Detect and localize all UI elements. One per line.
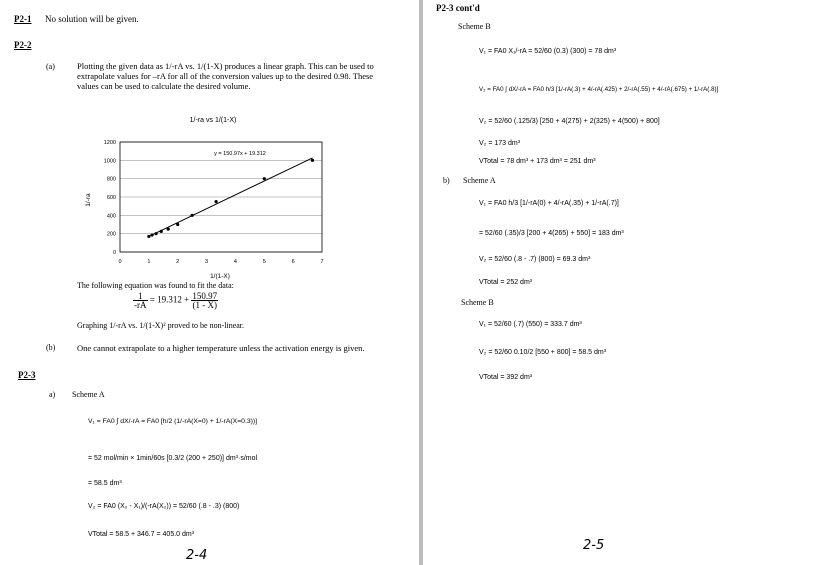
eq-d-vtotal: VTotal = 392 dm³ bbox=[479, 374, 533, 381]
eq-d-v1: V₁ = 52/60 (.7) (550) = 333.7 dm³ bbox=[479, 321, 582, 328]
p2-3-label: P2-3 bbox=[18, 370, 36, 380]
data-point-8 bbox=[263, 177, 266, 180]
p2-1-text: No solution will be given. bbox=[45, 14, 139, 24]
scheme-a-title: Scheme A bbox=[463, 176, 496, 185]
page-number: 2-5 bbox=[583, 538, 605, 553]
scheme-a-label: a) bbox=[49, 390, 56, 399]
x-tick-label-1: 1 bbox=[147, 259, 151, 265]
data-point-9 bbox=[311, 159, 314, 162]
fit-rhs-num: 150.97 bbox=[192, 291, 218, 301]
eq-c-vtotal: VTotal = 252 dm³ bbox=[479, 279, 533, 286]
data-point-6 bbox=[191, 214, 194, 217]
data-point-0 bbox=[147, 235, 150, 238]
scheme-a-title: Scheme A bbox=[72, 390, 105, 399]
x-tick-label-5: 5 bbox=[262, 259, 266, 265]
eq-b-vtotal: VTotal = 78 dm³ + 173 dm³ = 251 dm³ bbox=[479, 158, 596, 165]
fit-equation bbox=[133, 292, 218, 309]
y-tick-label-0: 0 bbox=[112, 250, 116, 256]
x-tick-label-7: 7 bbox=[320, 259, 324, 265]
eq-b-v2-numeric: V₂ = 52/60 (.125/3) [250 + 4(275) + 2(325) + 4(500) + 800] bbox=[479, 118, 660, 125]
data-point-4 bbox=[167, 227, 170, 230]
x-tick-label-6: 6 bbox=[291, 259, 295, 265]
eq-c-v2: V₂ = 52/60 (.8 - .7) (800) = 69.3 dm³ bbox=[479, 256, 591, 263]
eq-v2: V₂ = FA0 (X₂ - X₁)/(-rA(X₂)) = 52/60 (.8 - .3) (800) bbox=[88, 503, 240, 510]
fit-mid: = 19.312 + bbox=[149, 294, 190, 305]
data-point-5 bbox=[176, 223, 179, 226]
y-tick-label-1: 200 bbox=[106, 231, 116, 238]
part-a-label: (a) bbox=[46, 62, 55, 71]
data-point-3 bbox=[160, 230, 163, 233]
chart-title: 1/-ra vs 1/(1-X) bbox=[189, 117, 237, 124]
trendline-label: y = 150.97x + 19.312 bbox=[214, 151, 266, 157]
part-b-text: One cannot extrapolate to a higher temperature unless the activation energy is given. bbox=[77, 343, 365, 353]
eq-d-v2: V₂ = 52/60 0.10/2 [550 + 800] = 58.5 dm³ bbox=[479, 349, 607, 356]
y-tick-label-6: 1200 bbox=[103, 140, 116, 146]
part-a-text: Plotting the given data as 1/-rA vs. 1/(1-X) produces a linear graph. This can be used to extrapolate values for –rA for all of the conversion values up to the desired 0.98. These values can be used to calculate the desired volume. bbox=[77, 61, 374, 91]
p2-1-label: P2-1 bbox=[14, 14, 32, 24]
header: P2-3 cont'd bbox=[436, 3, 480, 13]
y-tick-label-5: 1000 bbox=[103, 158, 116, 165]
x-tick-label-2: 2 bbox=[176, 259, 180, 265]
page-number: 2-4 bbox=[186, 548, 208, 563]
data-point-2 bbox=[154, 232, 157, 235]
y-tick-label-3: 600 bbox=[106, 195, 116, 201]
eq-v1-result: = 58.5 dm³ bbox=[88, 480, 122, 487]
chart bbox=[80, 110, 340, 282]
fit-lhs-num: 1 bbox=[133, 292, 148, 301]
eq-vtotal: VTotal = 58.5 + 346.7 = 405.0 dm³ bbox=[88, 531, 195, 538]
eq-c-v1-numeric: = 52/60 (.35)/3 [200 + 4(265) + 550] = 183 dm³ bbox=[479, 230, 624, 237]
eq-b-v2-result: V₂ = 173 dm³ bbox=[479, 140, 521, 147]
eq-v1: V₁ = FA0 ∫ dX/-rA = FA0 [h/2 (1/-rA(X=0) + 1/-rA(X=0.3))] bbox=[88, 418, 258, 425]
nonlinear-text: Graphing 1/-rA vs. 1/(1-X)² proved to be non-linear. bbox=[77, 321, 245, 330]
scheme-b2-title: Scheme B bbox=[461, 298, 494, 307]
part-b-label: (b) bbox=[46, 343, 56, 352]
right-page bbox=[423, 0, 822, 565]
part-b-label: b) bbox=[443, 176, 450, 185]
eq-b-v1: V₁ = FA0 X₁/-rA = 52/60 (0.3) (300) = 78 dm³ bbox=[479, 48, 617, 55]
eq-c-v1: V₁ = FA0 h/3 [1/-rA(0) + 4/-rA(.35) + 1/-rA(.7)] bbox=[479, 200, 619, 207]
data-points bbox=[147, 159, 314, 238]
fit-text: The following equation was found to fit the data: bbox=[77, 281, 234, 290]
eq-v1-numeric: = 52 mol/min × 1min/60s [0.3/2 (200 + 250)] dm³·s/mol bbox=[88, 455, 258, 462]
y-ticks bbox=[104, 140, 116, 256]
y-axis-label: 1/-ra bbox=[85, 193, 92, 207]
y-tick-label-4: 800 bbox=[106, 176, 116, 183]
x-tick-label-0: 0 bbox=[118, 259, 122, 265]
fit-rhs-den: (1 - X) bbox=[192, 300, 218, 310]
x-ticks bbox=[118, 259, 323, 265]
p2-2-label: P2-2 bbox=[14, 40, 32, 50]
data-point-1 bbox=[150, 233, 153, 236]
x-axis-label: 1/(1-X) bbox=[210, 273, 230, 280]
data-point-7 bbox=[214, 200, 217, 203]
x-tick-label-4: 4 bbox=[233, 259, 237, 265]
fit-lhs-den: -rA bbox=[134, 300, 147, 310]
eq-b-v2-simpson: V₂ = FA0 ∫ dX/-rA = FA0 h/3 [1/-rA(.3) + 4/-rA(.425) + 2/-rA(.55) + 4/-rA(.675) + 1/-rA(.8)] bbox=[479, 86, 719, 93]
scheme-b-title: Scheme B bbox=[458, 22, 491, 31]
y-tick-label-2: 400 bbox=[106, 213, 116, 220]
x-tick-label-3: 3 bbox=[205, 259, 209, 265]
